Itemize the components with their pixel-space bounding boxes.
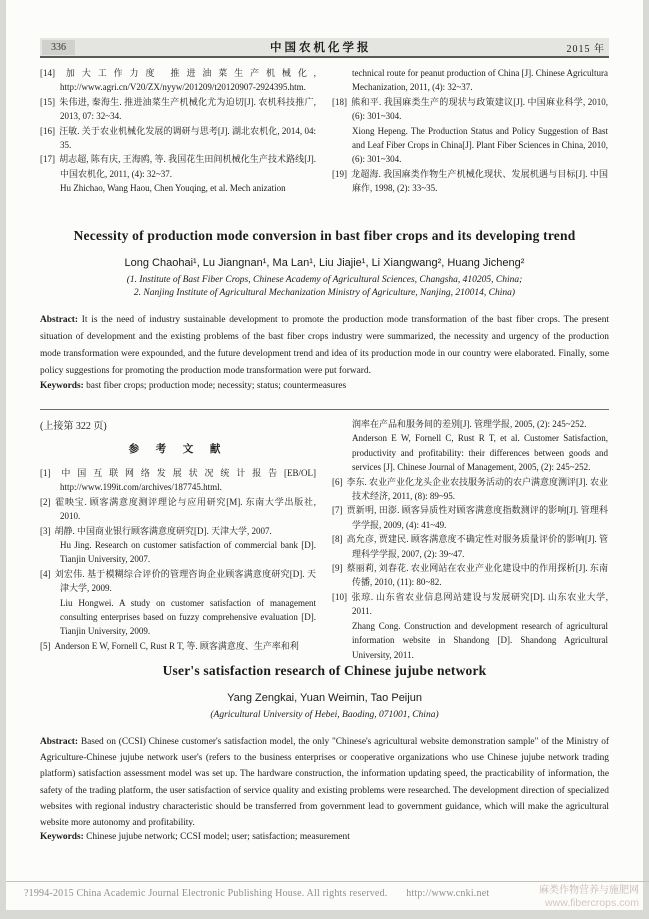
- reference-text: Zhang Cong. Construction and development research of agricultural information website in Shandong [D]. Shandong Agricultural University, 2011.: [352, 620, 608, 660]
- reference-text: 贾新明, 田澎. 顾客异质性对顾客满意度指数测评的影响[J]. 管理科学学报, 2009, (4): 41~49.: [346, 505, 608, 530]
- reference-translation: [332, 619, 608, 662]
- reference-text: Anderson E W, Fornell C, Rust R T, et al. Customer Satisfaction, productivity and profitability: their differences between goods and services [J]. Chinese Journal of Management, 2005, (2): 245~252.: [352, 433, 608, 473]
- top-references-section: [40, 66, 609, 196]
- reference-marker: [3]: [40, 525, 51, 536]
- continued-from-note: (上接第 322 页): [40, 421, 107, 432]
- reference-translation: [332, 431, 608, 474]
- references-heading: 参 考 文 献: [128, 444, 228, 455]
- paper1-affiliation-2: 2. Nanjing Institute of Agricultural Mechanization Ministry of Agriculture, Nanjing, 210014, China): [133, 288, 516, 298]
- reference-marker: [1]: [40, 468, 51, 478]
- cnki-footer: [24, 888, 544, 899]
- reference-text: 胡志超, 陈有庆, 王海鸥, 等. 我国花生田间机械化生产技术路线[J]. 中国农机化, 2011, (4): 32~37.: [59, 154, 316, 179]
- keywords-label: Keywords:: [40, 381, 84, 391]
- reference-item: [332, 503, 608, 532]
- paper2-authors: Yang Zengkai, Yuan Weimin, Tao Peijun: [227, 692, 422, 704]
- watermark-chinese: 麻类作物营养与施肥网: [539, 885, 639, 896]
- paper1-keywords: [40, 381, 609, 391]
- paper2-affiliation: (Agricultural University of Hebei, Baoding, 071001, China): [210, 710, 439, 720]
- reference-text: 李东. 农业产业化龙头企业农技服务活动的农户满意度测评[J]. 农业技术经济, 2011, (8): 89~95.: [346, 476, 608, 502]
- footer-divider: [6, 881, 649, 882]
- reference-marker: [4]: [40, 568, 51, 579]
- paper1-abstract: [40, 312, 609, 380]
- journal-title: 中国农机化学报: [270, 42, 372, 54]
- reference-text: 张琼. 山东省农业信息网站建设与发展研究[D]. 山东农业大学, 2011.: [351, 591, 608, 617]
- abstract-label: Abstract:: [40, 737, 79, 747]
- keywords-label: Keywords:: [40, 832, 84, 843]
- watermark-url: www.fibercrops.com: [545, 897, 639, 909]
- reference-item: [40, 124, 316, 153]
- reference-marker: [17]: [40, 154, 55, 165]
- reference-item: [332, 95, 608, 124]
- reference-marker: [6]: [332, 476, 343, 487]
- reference-marker: [15]: [40, 96, 55, 107]
- abstract-text: Based on (CCSI) Chinese customer's satisfaction model, the only "Chinese's agricultural website demonstration sample" of the Ministry of Agriculture-Chinese jujube network user's (refers to the business enterprises or cooperative organizations who use Chinese jujube network trading platform) satisfaction assessment model was set up. The hardware construction, the information updating speed, the practicability of information, the safety of the trading platform, the user satisfaction of service quality and existing problems were researched. The development direction of specialized websites with regional industry characteristic should be transferred from government lead to government guidance, which will make the agricultural website more autonomy and profitability.: [40, 737, 610, 829]
- reference-item: [40, 495, 316, 524]
- reference-text: 高允彦, 贾建民. 顾客满意度不确定性对服务质量评价的影响[J]. 管理科学学报, 2007, (2): 39~47.: [346, 534, 608, 559]
- reference-item: [40, 567, 316, 596]
- reference-text: 中国互联网络发展状况统计报告[EB/OL] http://www.199it.com/archives/187745.html.: [54, 468, 316, 493]
- reference-translation: [332, 124, 608, 167]
- keywords-text: bast fiber crops; production mode; necessity; status; countermeasures: [86, 381, 347, 391]
- reference-item: [40, 466, 316, 495]
- reference-item: [40, 524, 316, 538]
- reference-text: 龙超海. 我国麻类作物生产机械化现状、发展机遇与目标[J]. 中国麻作, 1998, (2): 33~35.: [351, 168, 608, 194]
- reference-text: Xiong Hepeng. The Production Status and Policy Suggestion of Bast and Leaf Fiber Crops in China[J]. Plant Fiber Sciences in China, 2010, (6): 301~304.: [352, 125, 608, 165]
- reference-marker: [7]: [332, 505, 343, 516]
- bottom-references-right-column: [332, 417, 608, 662]
- reference-marker: [8]: [332, 534, 343, 545]
- paper2-title: User's satisfaction research of Chinese jujube network: [162, 663, 487, 678]
- reference-text: 胡静. 中国商业银行顾客满意度研究[D]. 天津大学, 2007.: [54, 525, 272, 536]
- reference-item: [332, 561, 608, 590]
- reference-text: Hu Zhichao, Wang Haou, Chen Youqing, et al. Mech anization: [60, 183, 286, 194]
- reference-text: 润率在产品和服务间的差别[J]. 管理学报, 2005, (2): 245~252.: [352, 419, 587, 429]
- reference-marker: [19]: [332, 168, 347, 179]
- top-references-left-column: [40, 66, 316, 196]
- reference-item: [40, 95, 316, 124]
- page-header: [40, 38, 609, 58]
- reference-text: 朱伟进, 秦海生. 推进油菜生产机械化尤为迫切[J]. 农机科技推广, 2013, 07: 32~34.: [59, 96, 316, 122]
- reference-text: Hu Jing. Research on customer satisfaction of commercial bank [D]. Tianjin University, 2007.: [60, 540, 316, 565]
- abstract-label: Abstract:: [40, 315, 79, 325]
- reference-item: [40, 639, 316, 653]
- paper2-keywords: [40, 832, 609, 842]
- paper1-authors: Long Chaohai¹, Lu Jiangnan¹, Ma Lan¹, Liu Jiajie¹, Li Xiangwang², Huang Jicheng²: [124, 257, 525, 269]
- reference-item: [40, 152, 316, 181]
- reference-item: [332, 475, 608, 504]
- cnki-url: http://www.cnki.net: [406, 888, 490, 899]
- keywords-text: Chinese jujube network; CCSI model; user; satisfaction; measurement: [86, 832, 350, 843]
- reference-text: Liu Hongwei. A study on customer satisfaction of management consulting enterprises based on fuzzy comprehensive evaluation [D]. Tianjin University, 2009.: [60, 597, 316, 637]
- reference-translation: [40, 538, 316, 567]
- reference-text: technical route for peanut production of China [J]. Chinese Agricultura Mechanization, 2011, (4): 32~37.: [352, 68, 608, 93]
- journal-page: [6, 0, 643, 910]
- site-watermark: [479, 884, 639, 910]
- reference-continuation: [332, 417, 608, 431]
- paper2-abstract: [40, 734, 609, 831]
- reference-text: 汪敏. 关于农业机械化发展的调研与思考[J]. 湖北农机化, 2014, 04: 35.: [59, 125, 316, 151]
- bottom-references-left-column: [40, 417, 316, 662]
- reference-marker: [5]: [40, 640, 51, 651]
- reference-text: 蔡丽莉, 刘春花. 农业网站在农业产业化建设中的作用探析[J]. 东南传播, 2010, (11): 80~82.: [346, 563, 608, 588]
- reference-item: [40, 66, 316, 95]
- page-number: 336: [42, 40, 75, 55]
- reference-marker: [14]: [40, 68, 55, 78]
- top-references-right-column: [332, 66, 608, 196]
- paper1-abstract-block: [40, 228, 609, 391]
- reference-marker: [9]: [332, 563, 343, 574]
- reference-continuation: [332, 66, 608, 95]
- continued-references-section: [40, 417, 609, 662]
- paper1-affiliation-1: (1. Institute of Bast Fiber Crops, Chinese Academy of Agricultural Sciences, Changsha, 410205, China;: [126, 275, 523, 285]
- reference-text: 熊和平. 我国麻类生产的现状与政策建议[J]. 中国麻业科学, 2010, (6): 301~304.: [351, 96, 608, 122]
- abstract-text: It is the need of industry sustainable development to promote the production mode transformation of the bast fiber crops. The present situation of development and the existing problems of the bast fiber crops industry were summarized, the necessity and urgency of the production mode transformation were expounded, and the future development trend and idea of its production mode in our country were elaborated. Finally, some policy suggestions for promoting the production mode transformation were put forward.: [40, 315, 609, 376]
- reference-item: [332, 167, 608, 196]
- paper1-title: Necessity of production mode conversion in bast fiber crops and its developing trend: [73, 228, 576, 243]
- header-year: 2015 年: [566, 43, 605, 55]
- reference-text: 刘宏伟. 基于模糊综合评价的管理咨询企业顾客满意度研究[D]. 天津大学, 2009.: [54, 568, 316, 594]
- reference-translation: [40, 181, 316, 195]
- reference-marker: [2]: [40, 496, 51, 507]
- reference-text: Anderson E W, Fornell C, Rust R T, 等. 顾客满意度、生产率和利: [54, 640, 299, 651]
- reference-translation: [40, 596, 316, 639]
- reference-text: 霍映宝. 顾客满意度测评理论与应用研究[M]. 东南大学出版社, 2010.: [54, 496, 316, 522]
- reference-text: 加大工作力度 推进油菜生产机械化, http://www.agri.cn/V20/ZX/nyyw/201209/t20120907-2924395.htm.: [59, 68, 316, 93]
- section-divider: [40, 409, 609, 410]
- reference-item: [332, 590, 608, 619]
- reference-marker: [16]: [40, 125, 55, 136]
- copyright-text: ?1994-2015 China Academic Journal Electronic Publishing House. All rights reserved.: [24, 888, 388, 899]
- paper2-abstract-block: [40, 663, 609, 842]
- reference-item: [332, 532, 608, 561]
- reference-marker: [18]: [332, 96, 347, 107]
- reference-marker: [10]: [332, 591, 347, 602]
